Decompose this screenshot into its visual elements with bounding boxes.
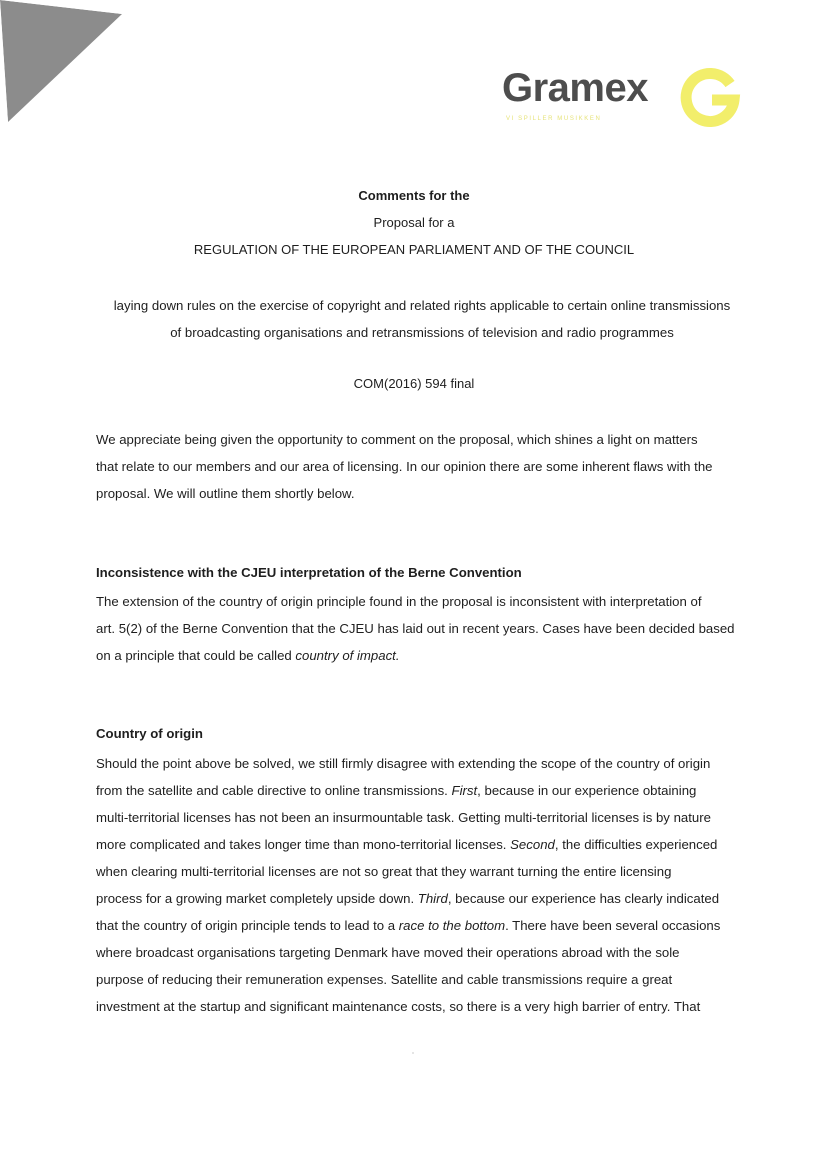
paragraph-line: on a principle that could be called country of impact. bbox=[96, 648, 400, 663]
logo-tagline: VI SPILLER MUSIKKEN bbox=[506, 116, 602, 122]
emphasis-text: Second bbox=[510, 837, 555, 852]
doc-title: Comments for the bbox=[358, 188, 470, 203]
gramex-logo bbox=[498, 66, 748, 134]
emphasis-text: race to the bottom bbox=[398, 918, 506, 933]
intro-paragraph bbox=[96, 426, 741, 507]
section-paragraph-cjeu bbox=[96, 588, 741, 669]
paragraph-line: from the satellite and cable directive to online transmissions. First, because in our experience obtaining bbox=[96, 783, 697, 798]
doc-subtitle: Proposal for a bbox=[373, 215, 455, 230]
scan-speck bbox=[412, 1052, 414, 1054]
paragraph-line: where broadcast organisations targeting Denmark have moved their operations abroad with the sole bbox=[96, 945, 680, 960]
paragraph-line: that relate to our members and our area of licensing. In our opinion there are some inherent flaws with the bbox=[96, 459, 713, 474]
paragraph-line: investment at the startup and significant maintenance costs, so there is a very high barrier of entry. That bbox=[96, 999, 701, 1014]
paragraph-line: We appreciate being given the opportunity to comment on the proposal, which shines a light on matters bbox=[96, 432, 698, 447]
paragraph-line: The extension of the country of origin principle found in the proposal is inconsistent with interpretation of bbox=[96, 594, 702, 609]
scope-line: laying down rules on the exercise of copyright and related rights applicable to certain online transmissions bbox=[113, 298, 731, 313]
section-heading-cjeu: Inconsistence with the CJEU interpretation of the Berne Convention bbox=[96, 565, 522, 580]
paragraph-line: art. 5(2) of the Berne Convention that the CJEU has laid out in recent years. Cases have been decided based bbox=[96, 621, 735, 636]
paragraph-line: multi-territorial licenses has not been an insurmountable task. Getting multi-territorial licenses is by nature bbox=[96, 810, 711, 825]
g-mark-icon bbox=[678, 66, 742, 130]
folded-corner-shadow bbox=[0, 0, 130, 130]
document-reference: COM(2016) 594 final bbox=[353, 376, 475, 391]
paragraph-line: when clearing multi-territorial licenses are not so great that they warrant turning the entire licensing bbox=[96, 864, 672, 879]
paragraph-line: that the country of origin principle tends to lead to a race to the bottom. There have been several occasions bbox=[96, 918, 721, 933]
paragraph-line: process for a growing market completely upside down. Third, because our experience has clearly indicated bbox=[96, 891, 720, 906]
paragraph-line: Should the point above be solved, we still firmly disagree with extending the scope of the country of origin bbox=[96, 756, 711, 771]
emphasis-text: First bbox=[451, 783, 478, 798]
section-heading-country-of-origin: Country of origin bbox=[96, 726, 203, 741]
scope-description bbox=[92, 292, 752, 346]
scope-line: of broadcasting organisations and retransmissions of television and radio programmes bbox=[170, 325, 674, 340]
emphasis-text: country of impact. bbox=[295, 648, 400, 663]
paragraph-line: more complicated and takes longer time than mono-territorial licenses. Second, the difficulties experienced bbox=[96, 837, 718, 852]
logo-wordmark: Gramex bbox=[502, 66, 648, 110]
emphasis-text: Third bbox=[417, 891, 448, 906]
paragraph-line: purpose of reducing their remuneration expenses. Satellite and cable transmissions require a great bbox=[96, 972, 673, 987]
section-paragraph-country-of-origin bbox=[96, 750, 741, 1020]
paragraph-line: proposal. We will outline them shortly below. bbox=[96, 486, 355, 501]
regulation-title: REGULATION OF THE EUROPEAN PARLIAMENT AND OF THE COUNCIL bbox=[193, 242, 635, 257]
